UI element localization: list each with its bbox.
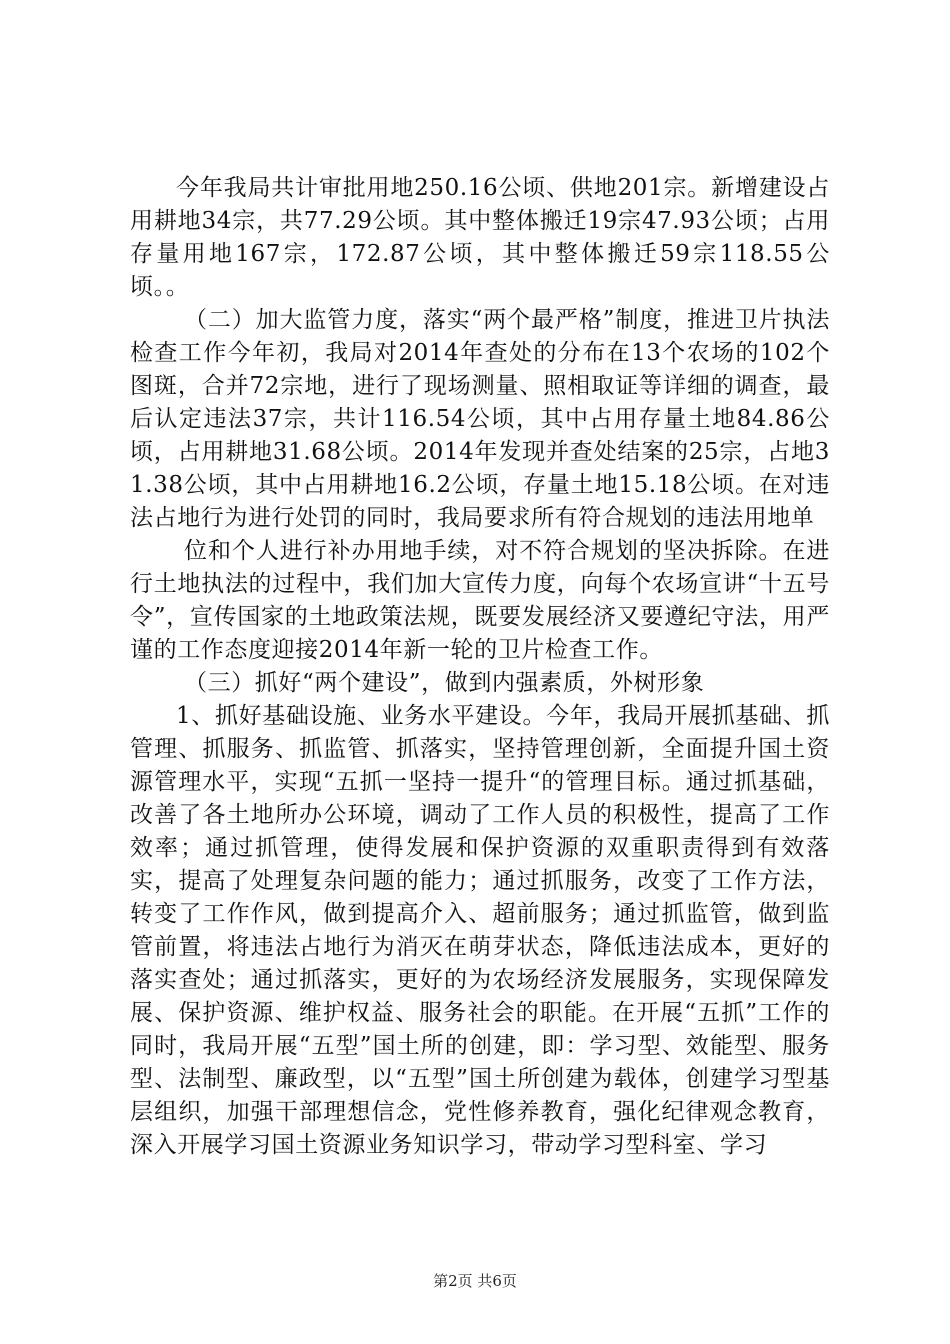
paragraph-approval-stats: 今年我局共计审批用地250.16公顷、供地201宗。新增建设占用耕地34宗，共77.29公顷。其中整体搬迁19宗47.93公顷；占用存量用地167宗，172.87公顷，其中整体搬迁59宗118.55公顷。。 — [130, 175, 830, 300]
paragraph-law-enforcement: 位和个人进行补办用地手续，对不符合规划的坚决拆除。在进行土地执法的过程中，我们加大宣传力度，向每个农场宣讲“十五号令”，宣传国家的土地政策法规，既要发展经济又要遵纪守法，用严谨的工作态度迎接2014年新一轮的卫片检查工作。 — [130, 538, 830, 663]
document-body — [130, 172, 830, 1162]
page-number-footer: 第2页 共6页 — [433, 1272, 517, 1290]
section-three-heading: （三）抓好“两个建设”，做到内强素质，外树形象 — [184, 670, 705, 696]
paragraph-section-two: （二）加大监管力度，落实“两个最严格”制度，推进卫片执法检查工作今年初，我局对2014年查处的分布在13个农场的102个图斑，合并72宗地，进行了现场测量、照相取证等详细的调查，最后认定违法37宗，共计116.54公顷，其中占用存量土地84.86公顷，占用耕地31.68公顷。2014年发现并查处结案的25宗，占地31.38公顷，其中占用耕地16.2公顷，存量土地15.18公顷。在对违法占地行为进行处罚的同时，我局要求所有符合规划的违法用地单 — [130, 307, 830, 531]
paragraph-infrastructure: 1、抓好基础设施、业务水平建设。今年，我局开展抓基础、抓管理、抓服务、抓监管、抓落实，坚持管理创新，全面提升国土资源管理水平，实现“五抓一坚持一提升“的管理目标。通过抓基础，改善了各土地所办公环境，调动了工作人员的积极性，提高了工作效率；通过抓管理，使得发展和保护资源的双重职责得到有效落实，提高了处理复杂问题的能力；通过抓服务，改变了工作方法，转变了工作作风，做到提高介入、超前服务；通过抓监管，做到监管前置，将违法占地行为消灭在萌芽状态，降低违法成本，更好的落实查处；通过抓落实，更好的为农场经济发展服务，实现保障发展、保护资源、维护权益、服务社会的职能。在开展“五抓”工作的同时，我局开展“五型”国土所的创建，即：学习型、效能型、服务型、法制型、廉政型，以“五型”国土所创建为载体，创建学习型基层组织，加强干部理想信念，党性修养教育，强化纪律观念教育，深入开展学习国土资源业务知识学习，带动学习型科室、学习 — [130, 703, 830, 1158]
